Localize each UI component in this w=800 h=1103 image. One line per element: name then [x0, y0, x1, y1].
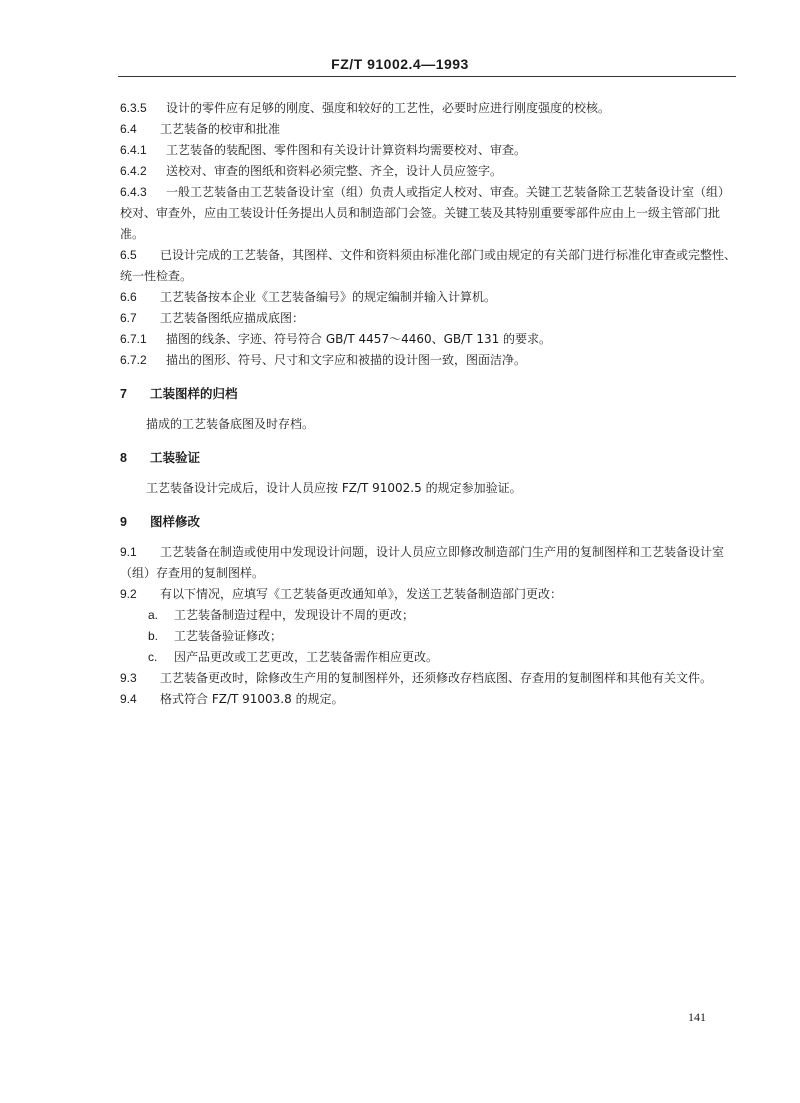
list-item-text: 因产品更改或工艺更改，工艺装备需作相应更改。 — [174, 650, 439, 664]
clause-text: 已设计完成的工艺装备，其图样、文件和资料须由标准化部门或由规定的有关部门进行标准化审查或完整性、统一性检查。 — [120, 248, 737, 283]
clause-number: 6.4.3 — [120, 185, 147, 199]
clause-number: 6.5 — [120, 248, 137, 262]
section-8-heading — [120, 447, 736, 469]
clause-6-4 — [120, 119, 736, 140]
clause-number: 6.4.2 — [120, 164, 147, 178]
clause-9-2 — [120, 584, 736, 605]
clause-number: 6.4.1 — [120, 143, 147, 157]
section-7-heading — [120, 383, 736, 405]
section-title: 工装图样的归档 — [150, 386, 238, 401]
list-marker: a. — [148, 608, 159, 622]
clause-text: 格式符合 FZ/T 91003.8 的规定。 — [160, 692, 344, 706]
clause-6-6 — [120, 287, 736, 308]
section-9-heading — [120, 511, 736, 533]
clause-number: 9.2 — [120, 587, 137, 601]
clause-6-5 — [120, 245, 736, 287]
clause-number: 6.7.1 — [120, 332, 147, 346]
clause-number: 6.6 — [120, 290, 137, 304]
clause-text: 一般工艺装备由工艺装备设计室（组）负责人或指定人校对、审查。关键工艺装备除工艺装备设计室（组）校对、审查外，应由工装设计任务提出人员和制造部门会签。关键工装及其特别重要零部件应由上一级主管部门批准。 — [120, 185, 731, 241]
clause-9-1 — [120, 542, 736, 584]
list-item-a — [120, 605, 736, 626]
standard-code-header: FZ/T 91002.4—1993 — [331, 56, 469, 72]
clause-text: 工艺装备按本企业《工艺装备编号》的规定编制并输入计算机。 — [160, 290, 497, 304]
clause-6-7-2 — [120, 350, 736, 371]
clause-text: 描出的图形、符号、尺寸和文字应和被描的设计图一致，图面洁净。 — [166, 353, 527, 367]
section-number: 7 — [120, 387, 127, 401]
clause-9-4 — [120, 689, 736, 710]
clause-6-4-3 — [120, 182, 736, 245]
clause-text: 工艺装备在制造或使用中发现设计问题，设计人员应立即修改制造部门生产用的复制图样和工艺装备设计室（组）存查用的复制图样。 — [120, 545, 725, 580]
section-number: 8 — [120, 451, 127, 465]
section-number: 9 — [120, 515, 127, 529]
section-8-body: 工艺装备设计完成后，设计人员应按 FZ/T 91002.5 的规定参加验证。 — [146, 481, 522, 495]
clause-6-4-2 — [120, 161, 736, 182]
clause-text: 工艺装备图纸应描成底图： — [160, 311, 305, 325]
list-item-text: 工艺装备验证修改； — [174, 629, 283, 643]
clause-text: 工艺装备的校审和批准 — [160, 122, 281, 136]
section-title: 工装验证 — [150, 450, 201, 465]
clause-6-7-1 — [120, 329, 736, 350]
page-number: 141 — [688, 1010, 706, 1024]
clause-number: 9.3 — [120, 671, 137, 685]
clause-6-4-1 — [120, 140, 736, 161]
clause-text: 设计的零件应有足够的刚度、强度和较好的工艺性，必要时应进行刚度强度的校核。 — [166, 101, 611, 115]
clause-9-3 — [120, 668, 736, 689]
clause-6-7 — [120, 308, 736, 329]
clause-6-3-5 — [120, 98, 736, 119]
clause-text: 送校对、审查的图纸和资料必须完整、齐全，设计人员应签字。 — [166, 164, 503, 178]
document-body — [120, 98, 736, 710]
clause-text: 工艺装备的装配图、零件图和有关设计计算资料均需要校对、审查。 — [166, 143, 527, 157]
list-item-text: 工艺装备制造过程中，发现设计不周的更改； — [174, 608, 415, 622]
clause-text: 工艺装备更改时，除修改生产用的复制图样外，还须修改存档底图、存查用的复制图样和其他有关文件。 — [160, 671, 713, 685]
clause-number: 6.7.2 — [120, 353, 147, 367]
clause-number: 9.4 — [120, 692, 137, 706]
clause-text: 有以下情况，应填写《工艺装备更改通知单》，发送工艺装备制造部门更改： — [160, 587, 563, 601]
list-marker: c. — [148, 650, 158, 664]
list-marker: b. — [148, 629, 159, 643]
clause-number: 6.4 — [120, 122, 137, 136]
clause-number: 6.7 — [120, 311, 137, 325]
section-title: 图样修改 — [150, 514, 201, 529]
clause-number: 6.3.5 — [120, 101, 147, 115]
list-item-c — [120, 647, 736, 668]
list-item-b — [120, 626, 736, 647]
section-7-body: 描成的工艺装备底图及时存档。 — [146, 417, 315, 431]
clause-text: 描图的线条、字迹、符号符合 GB/T 4457～4460、GB/T 131 的要求。 — [166, 332, 552, 346]
clause-number: 9.1 — [120, 545, 137, 559]
header-rule — [118, 76, 736, 77]
